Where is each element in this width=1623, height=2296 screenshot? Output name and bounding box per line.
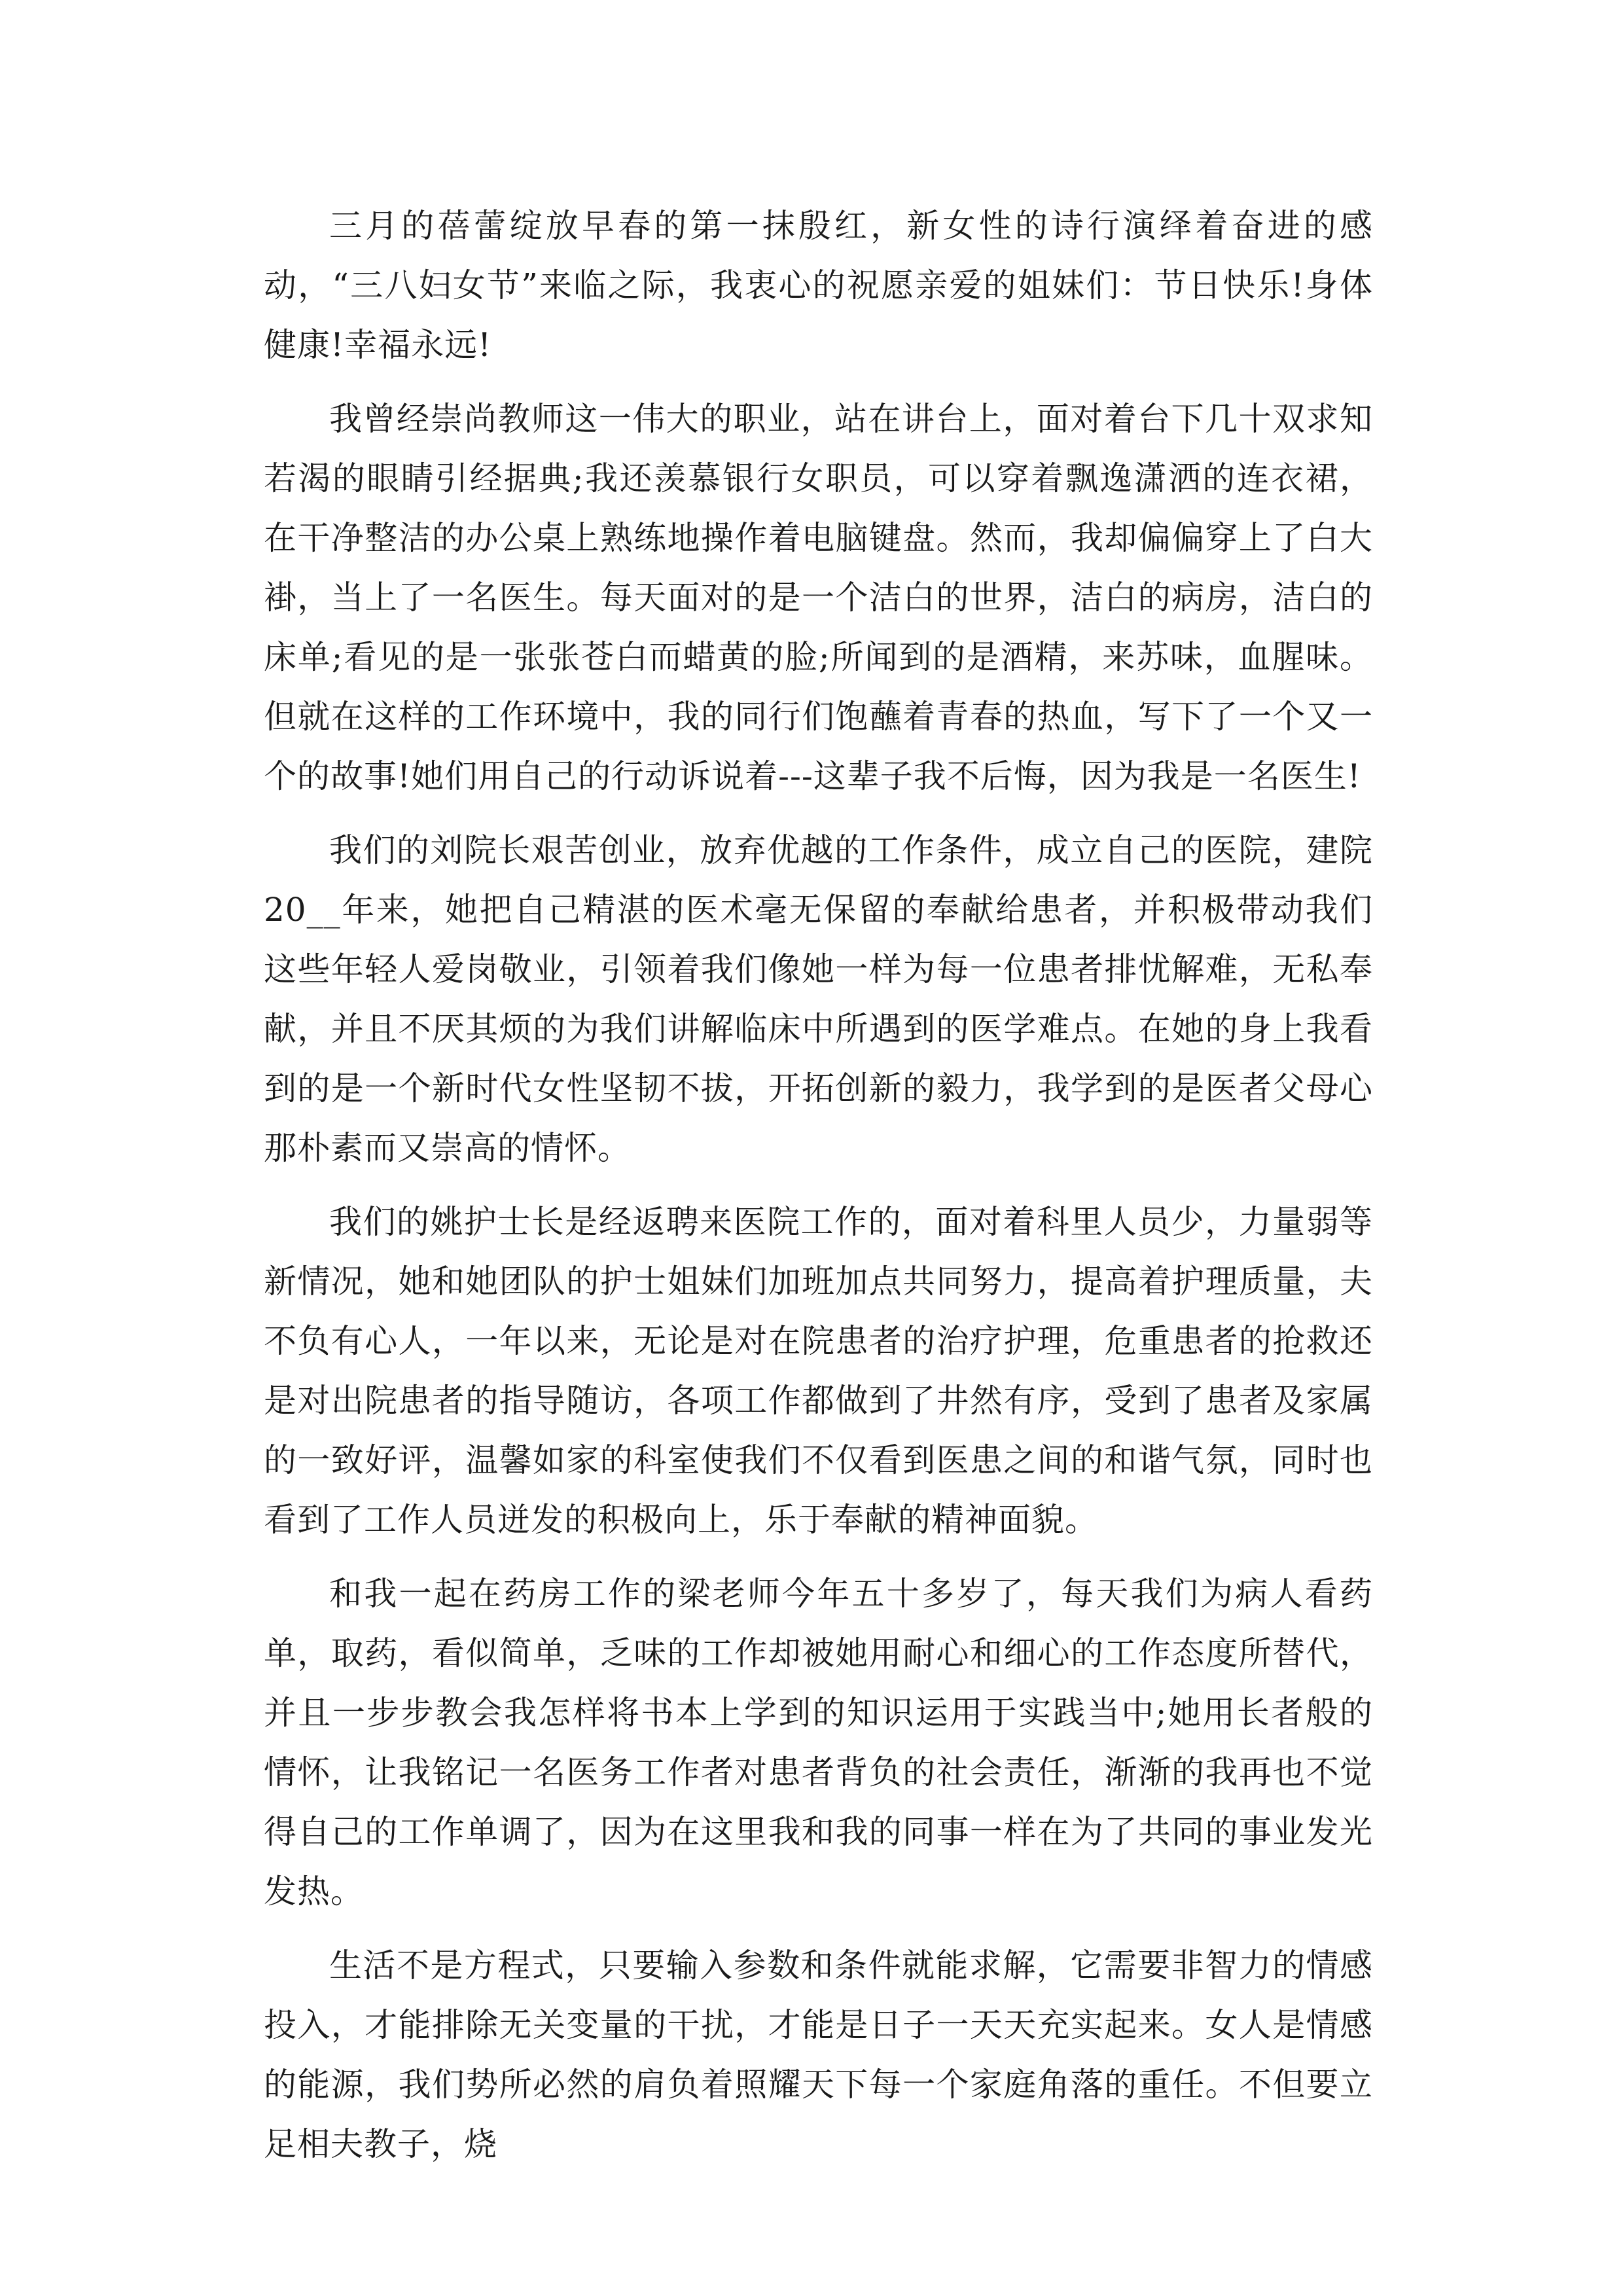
paragraph-life-reflection: 生活不是方程式，只要输入参数和条件就能求解，它需要非智力的情感投入，才能排除无关变量的干扰，才能是日子一天天充实起来。女人是情感的能源，我们势所必然的肩负着照耀天下每一个家庭角落的重任。不但要立足相夫教子，烧 [264,1946,1373,2163]
paragraph-greeting: 三月的蓓蕾绽放早春的第一抹殷红，新女性的诗行演绎着奋进的感动，“三八妇女节”来临之际，我衷心的祝愿亲爱的姐妹们：节日快乐!身体健康!幸福永远! [264,207,1373,364]
paragraph-head-nurse-yao: 我们的姚护士长是经返聘来医院工作的，面对着科里人员少，力量弱等新情况，她和她团队的护士姐妹们加班加点共同努力，提高着护理质量，夫不负有心人，一年以来，无论是对在院患者的治疗护理，危重患者的抢救还是对出院患者的指导随访，各项工作都做到了井然有序，受到了患者及家属的一致好评，温馨如家的科室使我们不仅看到医患之间的和谐气氛，同时也看到了工作人员迸发的积极向上，乐于奉献的精神面貌。 [264,1203,1373,1539]
paragraph-career-choice: 我曾经崇尚教师这一伟大的职业，站在讲台上，面对着台下几十双求知若渴的眼睛引经据典;我还羡慕银行女职员，可以穿着飘逸潇洒的连衣裙，在干净整洁的办公桌上熟练地操作着电脑键盘。然而，我却偏偏穿上了白大褂，当上了一名医生。每天面对的是一个洁白的世界，洁白的病房，洁白的床单;看见的是一张张苍白而蜡黄的脸;所闻到的是酒精，来苏味，血腥味。但就在这样的工作环境中，我的同行们饱蘸着青春的热血，写下了一个又一个的故事!她们用自己的行动诉说着---这辈子我不后悔，因为我是一名医生! [264,400,1373,795]
document-body [264,196,1373,2189]
paragraph-director-liu: 我们的刘院长艰苦创业，放弃优越的工作条件，成立自己的医院，建院20__年来，她把自己精湛的医术毫无保留的奉献给患者，并积极带动我们这些年轻人爱岗敬业，引领着我们像她一样为每一位患者排忧解难，无私奉献，并且不厌其烦的为我们讲解临床中所遇到的医学难点。在她的身上我看到的是一个新时代女性坚韧不拔，开拓创新的毅力，我学到的是医者父母心那朴素而又崇高的情怀。 [264,831,1373,1167]
paragraph-teacher-liang: 和我一起在药房工作的梁老师今年五十多岁了，每天我们为病人看药单，取药，看似简单，乏味的工作却被她用耐心和细心的工作态度所替代，并且一步步教会我怎样将书本上学到的知识运用于实践当中;她用长者般的情怀，让我铭记一名医务工作者对患者背负的社会责任，渐渐的我再也不觉得自己的工作单调了，因为在这里我和我的同事一样在为了共同的事业发光发热。 [264,1575,1373,1910]
